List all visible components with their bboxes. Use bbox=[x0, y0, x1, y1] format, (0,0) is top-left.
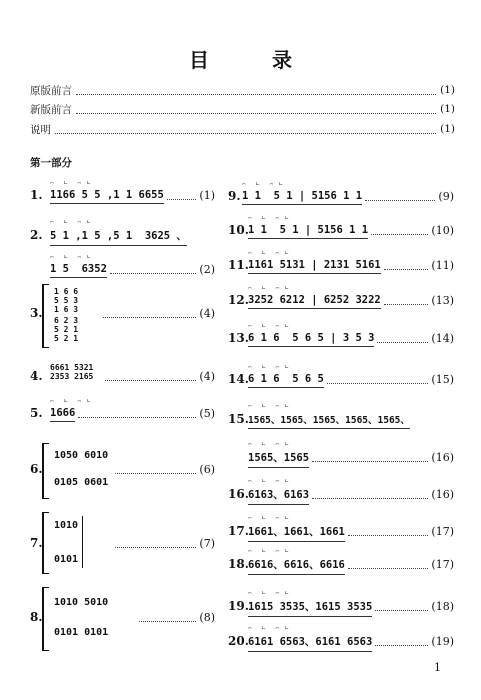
page-number: 1 bbox=[434, 661, 441, 674]
toc-page: (1) bbox=[440, 103, 455, 115]
toc-label: 新版前言 bbox=[30, 103, 72, 116]
toc-item-13[interactable] bbox=[228, 325, 454, 351]
leader-dots bbox=[55, 125, 436, 134]
toc-item-8[interactable] bbox=[30, 604, 215, 630]
notation-stack: 0101 0101 bbox=[54, 627, 109, 638]
leader-dots bbox=[110, 265, 197, 274]
toc-item-16[interactable] bbox=[228, 481, 454, 507]
notation-excerpt: ⌒ ∟ ⌒ ∟ 5 1 ,1 5 ,5 1 3625 、 bbox=[50, 228, 187, 243]
item-number: 10. bbox=[228, 223, 249, 237]
notation-stack: 1010 5010 bbox=[54, 597, 109, 608]
item-number: 15. bbox=[228, 412, 249, 426]
item-page: (4) bbox=[199, 306, 215, 320]
notation-excerpt: ⌒ ∟ ⌒ ∟ 1615 3535、1615 3535 bbox=[248, 599, 372, 614]
toc-entry-original-preface[interactable] bbox=[30, 82, 455, 98]
toc-item-2[interactable] bbox=[30, 222, 215, 248]
toc-label: 原版前言 bbox=[30, 84, 72, 97]
toc-item-4[interactable] bbox=[30, 363, 215, 389]
leader-dots bbox=[348, 527, 429, 536]
notation-stack: 0105 0601 bbox=[54, 477, 109, 488]
notation-stack: 1 6 6 5 5 3 1 6 3 bbox=[54, 287, 79, 314]
item-page: (5) bbox=[199, 406, 215, 420]
item-page: (8) bbox=[199, 610, 215, 624]
leader-dots bbox=[78, 409, 196, 418]
leader-dots bbox=[103, 309, 196, 318]
item-number: 5. bbox=[30, 406, 43, 420]
item-page: (17) bbox=[431, 524, 454, 538]
notation-excerpt: ⌒ ∟ ⌒ ∟ 6 1 6 5 6 5 | 3 5 3 bbox=[248, 332, 374, 344]
toc-entry-notes[interactable] bbox=[30, 121, 455, 137]
item-number: 14. bbox=[228, 372, 249, 386]
notation-excerpt: ⌒ ∟ ⌒ ∟ 1161 5131 | 2131 5161 bbox=[248, 259, 381, 271]
toc-item-14[interactable] bbox=[228, 366, 454, 392]
item-number: 2. bbox=[30, 228, 43, 242]
leader-dots bbox=[139, 613, 196, 622]
toc-item-17[interactable] bbox=[228, 518, 454, 544]
item-page: (9) bbox=[438, 189, 454, 203]
item-page: (13) bbox=[431, 293, 454, 307]
toc-item-5[interactable] bbox=[30, 400, 215, 426]
notation-excerpt: ⌒ ∟ ⌒ ∟ 6163、6163 bbox=[248, 487, 309, 502]
toc-item-1[interactable] bbox=[30, 182, 215, 208]
leader-dots bbox=[375, 602, 428, 611]
item-number: 12. bbox=[228, 293, 249, 307]
item-page: (16) bbox=[431, 487, 454, 501]
leader-dots bbox=[327, 375, 429, 384]
leader-dots bbox=[384, 296, 429, 305]
item-page: (18) bbox=[431, 599, 454, 613]
notation-stack: 6661 5321 2353 2165 bbox=[50, 363, 94, 381]
item-page: (17) bbox=[431, 557, 454, 571]
toc-item-15[interactable] bbox=[228, 406, 454, 432]
notation-stack: 0101 bbox=[54, 554, 79, 565]
notation-stack: 1050 6010 bbox=[54, 450, 109, 461]
notation-excerpt: ⌒ ∟ ⌒ ∟ 1 5 6352 bbox=[50, 263, 107, 275]
item-number: 11. bbox=[228, 258, 249, 272]
item-number: 18. bbox=[228, 557, 249, 571]
item-page: (1) bbox=[199, 188, 215, 202]
item-page: (2) bbox=[199, 262, 215, 276]
leader-dots bbox=[115, 465, 196, 474]
item-page: (14) bbox=[431, 331, 454, 345]
item-number: 20. bbox=[228, 634, 249, 648]
item-number: 4. bbox=[30, 369, 43, 383]
item-number: 7. bbox=[30, 536, 43, 550]
leader-dots bbox=[312, 453, 428, 462]
leader-dots bbox=[377, 334, 428, 343]
item-page: (15) bbox=[431, 372, 454, 386]
leader-dots bbox=[365, 192, 435, 201]
item-number: 19. bbox=[228, 599, 249, 613]
toc-item-18[interactable] bbox=[228, 551, 454, 577]
item-page: (11) bbox=[431, 258, 454, 272]
toc-label: 说明 bbox=[30, 123, 51, 136]
toc-item-15-cont[interactable] bbox=[228, 444, 454, 470]
notation-excerpt: ⌒ ∟ ⌒ ∟ 6 1 6 5 6 5 bbox=[248, 373, 324, 385]
toc-item-20[interactable] bbox=[228, 628, 454, 654]
leader-dots bbox=[348, 560, 429, 569]
notation-excerpt: ⌒ ∟ ⌒ ∟ 1565、1565 bbox=[248, 450, 309, 465]
toc-page: (1) bbox=[440, 123, 455, 135]
item-number: 9. bbox=[228, 189, 241, 203]
page-title: 目 录 bbox=[189, 48, 320, 72]
section-title: 第一部分 bbox=[30, 157, 72, 169]
item-page: (16) bbox=[431, 450, 454, 464]
item-number: 13. bbox=[228, 331, 249, 345]
notation-excerpt: ⌒ ∟ ⌒ ∟ 1565、1565、1565、1565、1565、 bbox=[248, 412, 410, 426]
leader-dots bbox=[384, 261, 429, 270]
toc-item-9[interactable] bbox=[228, 183, 454, 209]
notation-excerpt: ⌒ ∟ ⌒ ∟ 1 1 5 1 | 5156 1 1 bbox=[248, 224, 368, 236]
toc-item-11[interactable] bbox=[228, 252, 454, 278]
item-number: 6. bbox=[30, 462, 43, 476]
item-number: 16. bbox=[228, 487, 249, 501]
item-number: 1. bbox=[30, 188, 43, 202]
notation-stack: 1010 bbox=[54, 520, 79, 531]
toc-entry-new-preface[interactable] bbox=[30, 101, 455, 117]
notation-excerpt: ⌒ ∟ ⌒ ∟ 3252 6212 | 6252 3222 bbox=[248, 294, 381, 306]
leader-dots bbox=[312, 490, 428, 499]
notation-excerpt: ⌒ ∟ ⌒ ∟ 6161 6563、6161 6563 bbox=[248, 634, 372, 649]
notation-excerpt: ⌒ ∟ ⌒ ∟ 1666 bbox=[50, 407, 75, 419]
notation-stack: 6 2 3 5 2 1 5 2 1 bbox=[54, 316, 79, 343]
toc-item-2-cont[interactable] bbox=[30, 256, 215, 282]
item-number: 17. bbox=[228, 524, 249, 538]
leader-dots bbox=[167, 191, 197, 200]
item-page: (6) bbox=[199, 462, 215, 476]
toc-item-6[interactable] bbox=[30, 456, 215, 482]
item-page: (19) bbox=[431, 634, 454, 648]
notation-excerpt: ⌒ ∟ ⌒ ∟ 6616、6616、6616 bbox=[248, 557, 345, 572]
leader-dots bbox=[76, 86, 436, 95]
item-page: (4) bbox=[199, 369, 215, 383]
toc-item-12[interactable] bbox=[228, 287, 454, 313]
toc-item-10[interactable] bbox=[228, 217, 454, 243]
toc-item-7[interactable] bbox=[30, 530, 215, 556]
toc-page: (1) bbox=[440, 84, 455, 96]
leader-dots bbox=[371, 226, 428, 235]
notation-excerpt: ⌒ ∟ ⌒ ∟ 1 1 5 1 | 5156 1 1 bbox=[242, 190, 362, 202]
leader-dots bbox=[115, 539, 196, 548]
toc-item-19[interactable] bbox=[228, 593, 454, 619]
leader-dots bbox=[76, 105, 436, 114]
item-page: (7) bbox=[199, 536, 215, 550]
notation-excerpt: ⌒ ∟ ⌒ ∟ 1166 5 5 ,1 1 6655 bbox=[50, 189, 164, 201]
item-page: (10) bbox=[431, 223, 454, 237]
notation-excerpt: ⌒ ∟ ⌒ ∟ 1661、1661、1661 bbox=[248, 524, 345, 539]
item-number: 8. bbox=[30, 610, 43, 624]
leader-dots bbox=[105, 372, 196, 381]
toc-item-3[interactable] bbox=[30, 300, 215, 326]
item-number: 3. bbox=[30, 306, 43, 320]
leader-dots bbox=[375, 637, 428, 646]
